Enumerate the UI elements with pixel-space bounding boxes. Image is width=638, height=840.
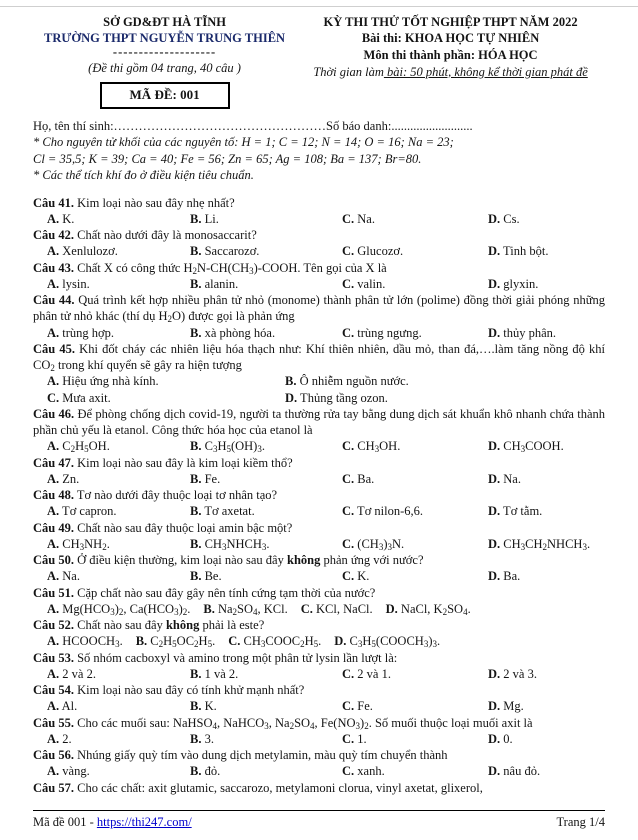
header-left-block (33, 14, 296, 109)
question-48 (33, 487, 605, 520)
option-C: C. $(CH_3)_3N$. (342, 536, 405, 552)
option-B: B. $C_3H_5(OH)_3$. (190, 439, 265, 455)
question-options (33, 325, 605, 341)
option-B: B. K. (190, 699, 217, 714)
dashes-divider: -------------------- (112, 44, 217, 59)
option-C: C. Fe. (342, 699, 373, 714)
option-B: B. đỏ. (190, 764, 221, 779)
question-54 (33, 682, 605, 715)
option-D: D. Cs. (488, 211, 520, 226)
option-B: B. $C_2H_5OC_2H_5$. (135, 634, 216, 650)
atomic-mass-note-line2: Cl = 35,5; K = 39; Ca = 40; Fe = 56; Zn = 65; Ag = 108; Ba = 137; Br=80. (33, 151, 422, 166)
question-stem: Cặp chất nào sau đây gây nên tính cứng tạm thời của nước? (77, 585, 376, 600)
option-A: A. 2. (47, 731, 72, 746)
question-options (33, 731, 605, 747)
option-B: B. 3. (190, 731, 214, 746)
department-name: SỞ GD&ĐT HÀ TĨNH (103, 15, 226, 29)
option-C: C. trùng ngưng. (342, 325, 422, 340)
question-55 (33, 715, 605, 748)
question-number: Câu 42. (33, 228, 74, 243)
option-A: A. Xenlulozơ. (47, 244, 118, 259)
option-C: C. 2 và 1. (342, 666, 391, 681)
option-C: C. Na. (342, 211, 375, 226)
option-D: D. $C_3H_5(COOCH_3)_3$. (334, 634, 441, 650)
option-D: D. Ba. (488, 569, 521, 584)
option-D: D. nâu đỏ. (488, 764, 541, 779)
question-stem: Cho các chất: axit glutamic, saccarozo, metylamoni clorua, vinyl axetat, glixerol, (77, 780, 483, 795)
question-stem: Chất X có công thức $H_2N-CH(CH_3)$-COOH. Tên gọi của X là (77, 260, 387, 276)
questions-list (33, 195, 605, 796)
option-A: A. $C_2H_5OH$. (47, 439, 110, 455)
question-number: Câu 50. (33, 553, 74, 568)
exam-title: KỲ THI THỬ TỐT NGHIỆP THPT NĂM 2022 (323, 15, 578, 29)
option-D: D. glyxin. (488, 276, 539, 291)
time-underlined: bài: 50 phút, không kể thời gian phát đề (383, 64, 588, 79)
question-51 (33, 585, 605, 618)
question-options (33, 536, 605, 552)
option-B: B. 1 và 2. (190, 666, 239, 681)
question-47 (33, 455, 605, 488)
option-C: C. KCl, NaCl. (300, 601, 373, 616)
option-A: A. $HCOOCH_3$. (47, 634, 123, 650)
option-B: B. Saccarozơ. (190, 244, 260, 259)
option-B: B. Be. (190, 569, 222, 584)
time-prefix: Thời gian làm (313, 64, 384, 79)
option-B: B. Fe. (190, 471, 221, 486)
exam-name: Bài thi: KHOA HỌC TỰ NHIÊN (361, 31, 540, 46)
question-49 (33, 520, 605, 553)
option-D: D. Thủng tầng ozon. (285, 390, 388, 405)
option-D: D. Tinh bột. (488, 244, 549, 259)
question-stem: Khi đốt cháy các nhiên liệu hóa thạch như: Khí thiên nhiên, dầu mỏ, than đá,….làm tăng nồng độ khí $CO_2$ trong khí quyển sẽ gây ra hiện tượng (33, 341, 606, 374)
candidate-info-line: Họ, tên thí sinh:……………………………………………Số báo danh:.......................... (33, 118, 473, 133)
question-stem: Chất nào sau đây thuộc loại amin bậc một? (77, 520, 293, 535)
footer-divider (33, 810, 605, 811)
question-stem: Chất nào sau đây không phải là este? (77, 618, 265, 633)
question-57 (33, 780, 605, 796)
question-options (33, 698, 605, 714)
question-stem: Kim loại nào sau đây là kim loại kiềm thổ? (77, 455, 293, 470)
question-42 (33, 227, 605, 260)
option-D: D. NaCl, $K_2SO_4$. (385, 601, 471, 617)
option-B: B. $Na_2SO_4$, KCl. (203, 601, 288, 617)
question-stem: Kim loại nào sau đây nhẹ nhất? (77, 195, 235, 210)
question-stem: Ở điều kiện thường, kim loại nào sau đây không phản ứng với nước? (77, 553, 424, 568)
question-number: Câu 43. (33, 260, 74, 275)
option-C: C. Mưa axit. (47, 390, 111, 405)
option-A: A. Al. (47, 699, 78, 714)
question-50 (33, 552, 605, 585)
option-D: D. Tơ tằm. (488, 504, 543, 519)
option-C: C. valin. (342, 276, 386, 291)
question-stem: Tơ nào dưới đây thuộc loại tơ nhân tạo? (76, 488, 278, 503)
question-number: Câu 46. (33, 406, 75, 421)
option-C: C. xanh. (342, 764, 385, 779)
header-right-block (296, 14, 605, 109)
question-number: Câu 57. (33, 780, 74, 795)
question-options (33, 471, 605, 487)
option-B: B. $CH_3NHCH_3$. (190, 536, 270, 552)
exam-pages-info: (Đề thi gồm 04 trang, 40 câu ) (88, 60, 241, 75)
option-C: C. 1. (342, 731, 367, 746)
question-number: Câu 44. (33, 293, 75, 308)
option-D: D. 2 và 3. (488, 666, 537, 681)
question-45 (33, 341, 605, 406)
question-number: Câu 45. (33, 341, 76, 356)
question-number: Câu 48. (33, 488, 74, 503)
option-B: B. xà phòng hóa. (190, 325, 276, 340)
option-C: C. K. (342, 569, 370, 584)
option-A: A. vàng. (47, 764, 90, 779)
option-A: A. K. (47, 211, 75, 226)
question-options (33, 243, 605, 259)
question-options (33, 763, 605, 779)
option-A: A. Tơ capron. (47, 504, 117, 519)
option-D: D. $CH_3CH_2NHCH_3$. (488, 536, 591, 552)
question-43 (33, 260, 605, 293)
option-C: C. Tơ nilon-6,6. (342, 504, 424, 519)
option-C: C. $CH_3OH$. (342, 439, 401, 455)
option-D: D. $CH_3COOH$. (488, 439, 564, 455)
option-B: B. alanin. (190, 276, 239, 291)
question-options (33, 438, 605, 454)
exam-code-box (100, 82, 230, 109)
question-stem: Cho các muối sau: NaHSO$_4$, NaHCO$_3$, $Na_2SO_4$, $Fe(NO_3)_2$. Số muối thuộc loại muối axit là (77, 715, 533, 731)
question-stem: Nhúng giấy quỳ tím vào dung dịch metylamin, màu quỳ tím chuyển thành (77, 748, 448, 763)
option-D: D. Na. (488, 471, 521, 486)
page-number: Trang 1/4 (556, 814, 605, 829)
question-46 (33, 406, 605, 455)
question-52 (33, 617, 605, 650)
exam-subject: Môn thi thành phần: HÓA HỌC (363, 47, 538, 62)
option-B: B. Ô nhiễm nguồn nước. (285, 374, 409, 389)
option-A: A. Hiệu ứng nhà kính. (47, 374, 159, 389)
option-A: A. lysin. (47, 276, 90, 291)
question-number: Câu 51. (33, 585, 74, 600)
exam-code: MÃ ĐỀ: 001 (129, 87, 200, 102)
school-name: TRƯỜNG THPT NGUYỄN TRUNG THIÊN (44, 31, 286, 46)
question-stem: Quá trình kết hợp nhiều phân tử nhỏ (monome) thành phân tử lớn (polime) đồng thời giải phóng những phân tử nhỏ khác (thí dụ $H_2O$) được gọi là phản ứng (33, 293, 606, 325)
option-A: A. trùng hợp. (47, 325, 115, 340)
question-number: Câu 55. (33, 715, 74, 730)
exam-time-line (296, 64, 605, 80)
question-number: Câu 47. (33, 455, 74, 470)
exam-header (33, 14, 605, 109)
footer-left (33, 814, 192, 830)
option-B: B. Tơ axetat. (190, 504, 255, 519)
question-number: Câu 41. (33, 195, 74, 210)
option-B: B. Li. (190, 211, 219, 226)
option-D: D. Mg. (488, 699, 524, 714)
thi247-link[interactable]: https://thi247.com/ (96, 814, 192, 829)
page-footer (33, 810, 605, 830)
option-C: C. $CH_3COOC_2H_5$. (228, 634, 322, 650)
question-number: Câu 53. (33, 650, 74, 665)
footer-exam-code: Mã đề 001 - (33, 814, 97, 829)
question-stem: Số nhóm cacboxyl và amino trong một phân tử lysin lần lượt là: (77, 650, 398, 665)
question-options (33, 601, 605, 617)
question-44 (33, 292, 605, 341)
option-A: A. 2 và 2. (47, 666, 96, 681)
atomic-mass-note-line1: * Cho nguyên tử khối của các nguyên tố: H = 1; C = 12; N = 14; O = 16; Na = 23; (33, 135, 454, 150)
option-C: C. Glucozơ. (342, 244, 404, 259)
exam-notes (33, 134, 605, 184)
page-top-divider (0, 6, 638, 7)
question-options (33, 503, 605, 519)
question-56 (33, 747, 605, 780)
question-number: Câu 49. (33, 520, 74, 535)
question-number: Câu 52. (33, 618, 74, 633)
question-options (33, 276, 605, 292)
question-number: Câu 54. (33, 683, 74, 698)
gas-volume-note: * Các thể tích khí đo ở điều kiện tiêu chuẩn. (33, 168, 254, 183)
question-options (33, 633, 605, 649)
question-stem: Kim loại nào sau đây có tính khử mạnh nhất? (77, 683, 305, 698)
option-C: C. Ba. (342, 471, 375, 486)
question-stem: Chất nào dưới đây là monosaccarit? (77, 228, 257, 243)
question-options (33, 666, 605, 682)
question-options (33, 211, 605, 227)
option-A: A. Na. (47, 569, 80, 584)
question-options (33, 568, 605, 584)
option-D: D. thủy phân. (488, 325, 557, 340)
question-options (33, 373, 605, 406)
question-53 (33, 650, 605, 683)
option-D: D. 0. (488, 731, 513, 746)
option-A: A. Zn. (47, 471, 80, 486)
option-A: A. $CH_3NH_2$. (47, 536, 110, 552)
question-number: Câu 56. (33, 748, 74, 763)
question-stem: Để phòng chống dịch covid-19, người ta thường rửa tay bằng dung dịch sát khuẩn khô nhanh chứa thành phần chủ yếu là etanol. Công thức hóa học của etanol là (33, 406, 606, 438)
option-A: A. $Mg(HCO_3)_2$, $Ca(HCO_3)_2$. (47, 601, 191, 617)
question-41 (33, 195, 605, 228)
